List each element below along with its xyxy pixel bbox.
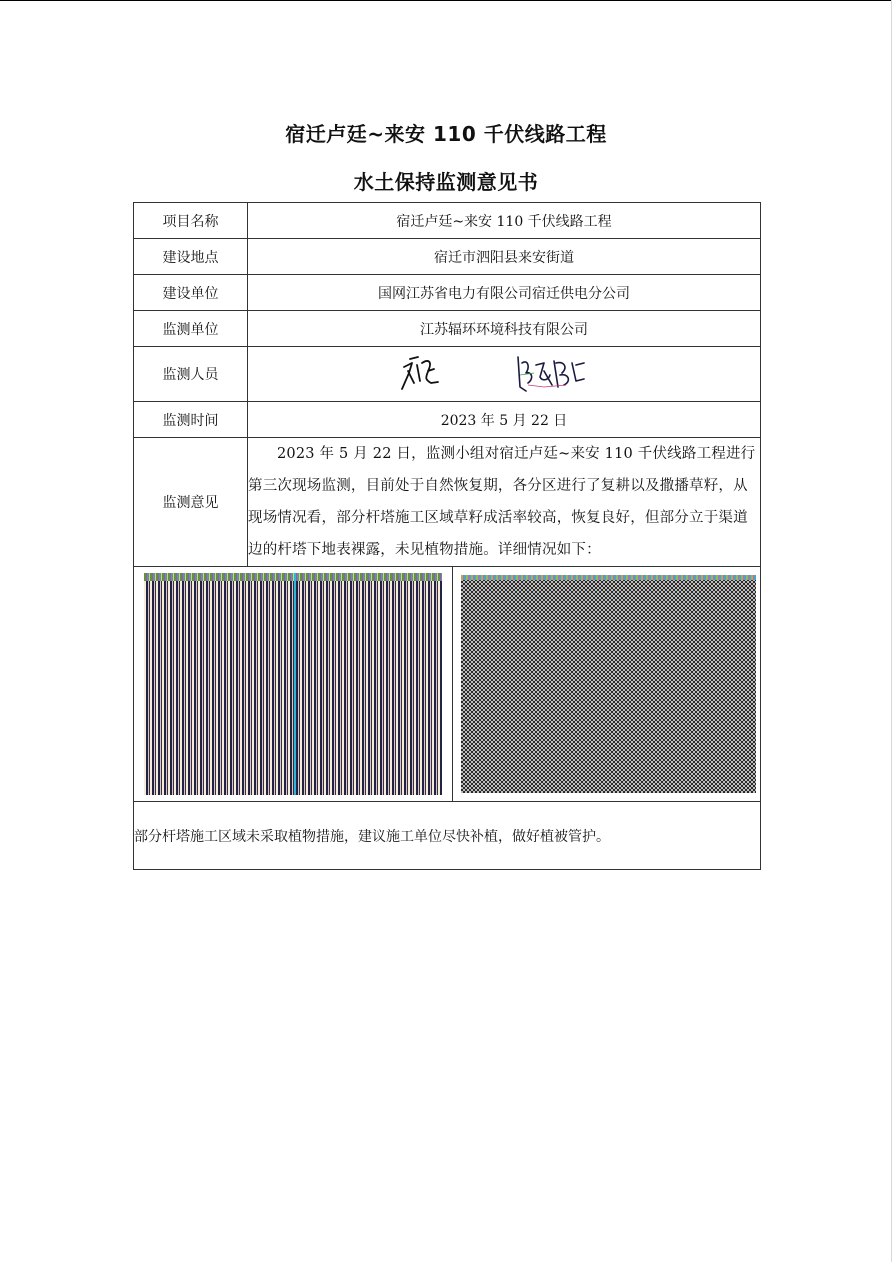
handwritten-signature-1 (398, 353, 448, 395)
photo-pane-right (453, 567, 761, 801)
row-monitoring-time (134, 402, 761, 438)
row-monitoring-opinion (134, 438, 761, 567)
row-construction-site (134, 239, 761, 275)
monitoring-opinion-text: 2023 年 5 月 22 日，监测小组对宿迁卢廷~来安 110 千伏线路工程进行第三次现场监测，目前处于自然恢复期，各分区进行了复耕以及撒播草籽，从现场情况看，部分杆塔施工区域草籽成活率较高，恢复良好，但部分立于渠道边的杆塔下地表裸露，未见植物措施。详细情况如下： (248, 438, 761, 567)
photo-pane-left (134, 567, 453, 801)
value-monitoring-time: 2023 年 5 月 22 日 (248, 402, 761, 438)
label-monitoring-personnel: 监测人员 (134, 347, 248, 402)
site-photos-cell (134, 567, 761, 802)
page-top-border (0, 0, 892, 1)
row-site-photos (134, 567, 761, 802)
row-suggestion (134, 802, 761, 870)
value-project-name: 宿迁卢廷~来安 110 千伏线路工程 (248, 203, 761, 239)
photo-1-artifact-line (294, 573, 296, 795)
document-title: 宿迁卢廷~来安 110 千伏线路工程 (285, 122, 607, 146)
monitoring-suggestion: 部分杆塔施工区域未采取植物措施，建议施工单位尽快补植，做好植被管护。 (134, 802, 761, 870)
document-subtitle: 水土保持监测意见书 (353, 170, 539, 194)
row-construction-unit (134, 275, 761, 311)
handwritten-signature-2 (514, 351, 590, 395)
photo-1-noise-band (144, 573, 442, 581)
label-construction-site: 建设地点 (134, 239, 248, 275)
label-monitoring-unit: 监测单位 (134, 311, 248, 347)
value-monitoring-unit: 江苏辐环环境科技有限公司 (248, 311, 761, 347)
label-monitoring-opinion: 监测意见 (134, 438, 248, 567)
site-photo-1 (144, 573, 442, 795)
monitoring-opinion-table (133, 202, 761, 870)
value-construction-unit: 国网江苏省电力有限公司宿迁供电分公司 (248, 275, 761, 311)
row-project-name (134, 203, 761, 239)
label-project-name: 项目名称 (134, 203, 248, 239)
site-photo-2 (461, 575, 756, 793)
label-construction-unit: 建设单位 (134, 275, 248, 311)
label-monitoring-time: 监测时间 (134, 402, 248, 438)
row-monitoring-unit (134, 311, 761, 347)
value-construction-site: 宿迁市泗阳县来安街道 (248, 239, 761, 275)
row-monitoring-personnel (134, 347, 761, 402)
personnel-signatures (248, 347, 761, 402)
photo-2-noise-band (461, 575, 756, 580)
